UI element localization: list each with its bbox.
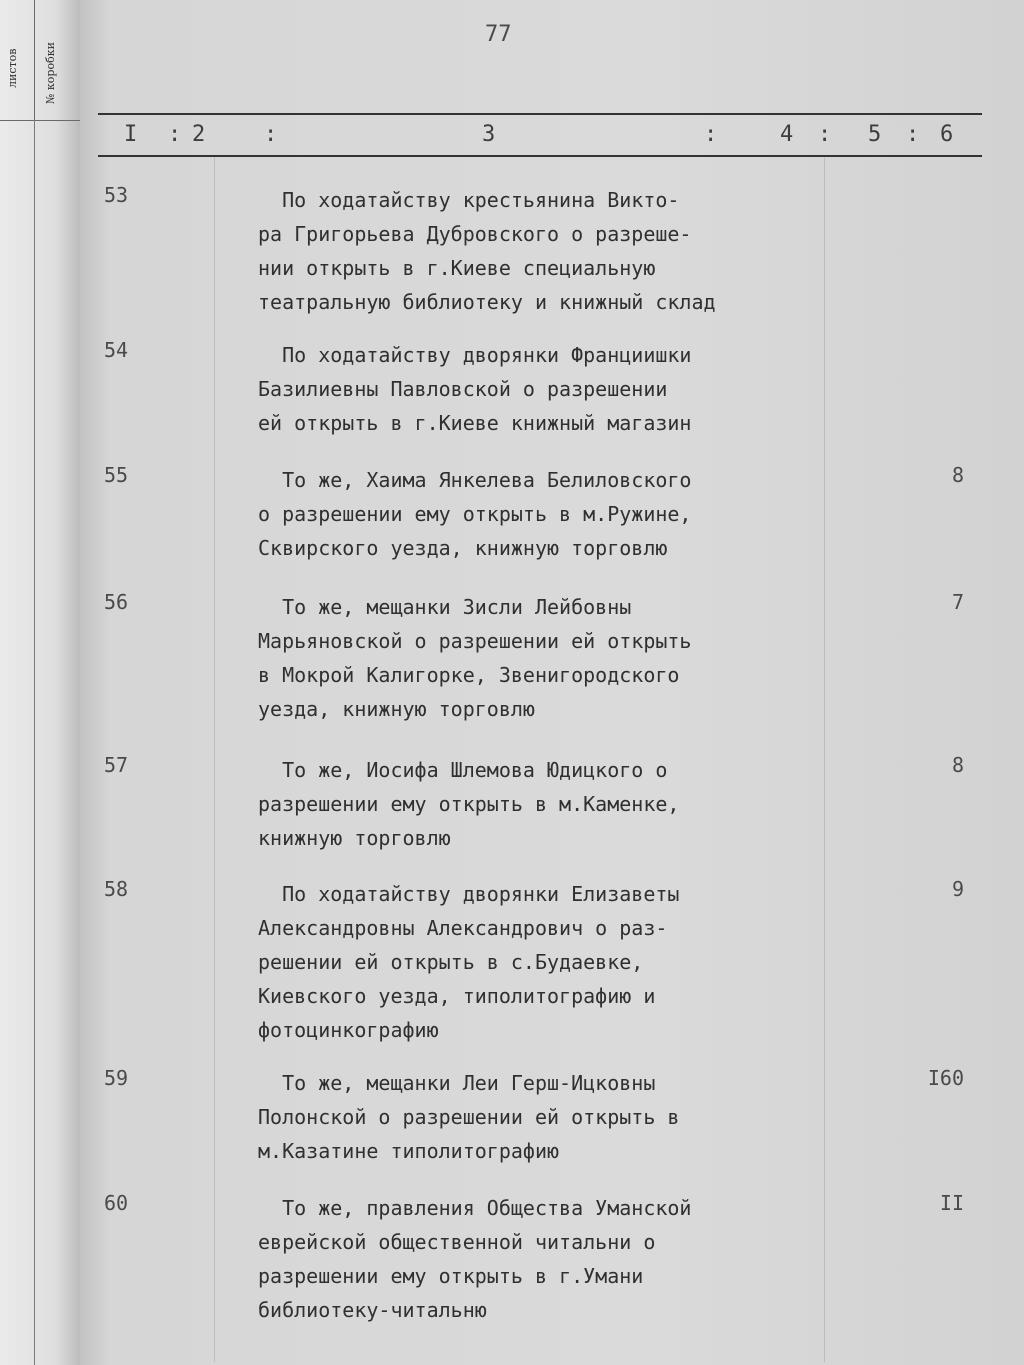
header-sep: : [704,122,718,147]
entry-description-line: ра Григорьева Дубровского о разреше- [258,222,692,246]
entry-description-line: уезда, книжную торговлю [258,697,535,721]
entry-description [258,590,818,726]
entry-description-line: То же, Хаима Янкелева Белиловского [258,468,692,492]
entry-description [258,183,818,319]
header-sep: : [906,122,920,147]
entry-description-line: Киевского уезда, типолитографию и [258,984,656,1008]
entry-description [258,753,818,855]
binding-label-box: № коробки [44,42,57,104]
header-sep: : [168,122,182,147]
entry-description [258,877,818,1047]
binding-strip [0,0,81,1365]
binding-divider [34,0,35,120]
binding-label-sheets: листов [6,48,19,88]
entry-description-line: По ходатайству дворянки Елизаветы [258,882,680,906]
entry-description [258,1066,818,1168]
header-col-2: 2 [192,122,206,147]
entry-sheet-count: 7 [951,590,964,614]
binding-divider-lower [34,120,35,1365]
entry-description-line: По ходатайству крестьянина Викто- [258,188,680,212]
entry-description-line: Марьяновской о разрешении ей открыть [258,629,692,653]
header-col-3: 3 [482,122,496,147]
entry-description-line: То же, правления Общества Уманской [258,1196,692,1220]
entry-description-line: Сквирского уезда, книжную торговлю [258,536,668,560]
entry-description-line: Александровны Александрович о раз- [258,916,668,940]
entry-description-line: То же, Иосифа Шлемова Юдицкого о [258,758,668,782]
entry-description-line: книжную торговлю [258,826,451,850]
entry-description [258,338,818,440]
entry-description-line: библиотеку-читальню [258,1298,487,1322]
entry-description-line: По ходатайству дворянки Франциишки [258,343,692,367]
entry-number: 54 [104,338,129,362]
entry-number: 55 [104,463,129,487]
entry-sheet-count: 8 [951,463,964,487]
entry-number: 58 [104,877,129,901]
entry-description-line: ей открыть в г.Киеве книжный магазин [258,411,692,435]
header-sep: : [818,122,832,147]
entry-description [258,1191,818,1327]
entry-description-line: нии открыть в г.Киеве специальную [258,256,656,280]
header-col-6: 6 [940,122,954,147]
entry-number: 59 [104,1066,129,1090]
entry-description-line: фотоцинкографию [258,1018,439,1042]
entry-number: 56 [104,590,129,614]
entry-description-line: То же, мещанки Зисли Лейбовны [258,595,632,619]
entry-description-line: разрешении ему открыть в г.Умани [258,1264,644,1288]
entry-description [258,463,818,565]
entry-sheet-count: I60 [927,1066,964,1090]
entry-description-line: м.Казатине типолитографию [258,1139,560,1163]
entry-description-line: разрешении ему открыть в м.Каменке, [258,792,680,816]
entry-sheet-count: II [939,1191,964,1215]
header-col-5: 5 [868,122,882,147]
entry-number: 57 [104,753,129,777]
entry-description-line: еврейской общественной читальни о [258,1230,656,1254]
entry-number: 60 [104,1191,129,1215]
column-divider [214,157,215,1362]
entry-description-line: решении ей открыть в с.Будаевке, [258,950,644,974]
document-page [80,0,1024,1365]
header-col-1: I [124,122,138,147]
entry-description-line: Базилиевны Павловской о разрешении [258,377,668,401]
header-rule-bottom [98,155,982,157]
entry-number: 53 [104,183,129,207]
entry-description-line: театральную библиотеку и книжный склад [258,290,716,314]
entry-description-line: о разрешении ему открыть в м.Ружине, [258,502,692,526]
entry-sheet-count: 9 [951,877,964,901]
page-number: 77 [485,22,512,47]
entry-sheet-count: 8 [951,753,964,777]
entry-description-line: в Мокрой Калигорке, Звенигородского [258,663,680,687]
header-rule-top [98,113,982,115]
entry-description-line: Полонской о разрешении ей открыть в [258,1105,680,1129]
column-divider [824,157,825,1362]
entry-description-line: То же, мещанки Леи Герш-Ицковны [258,1071,656,1095]
header-col-4: 4 [780,122,794,147]
header-sep: : [264,122,278,147]
